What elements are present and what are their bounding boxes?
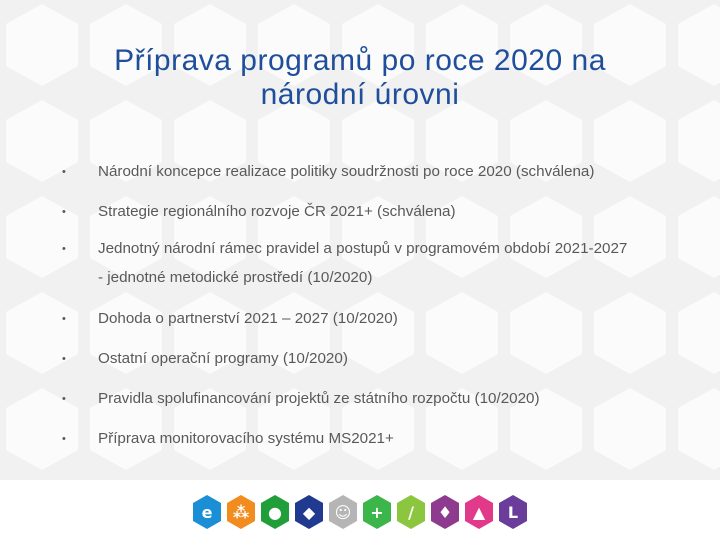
bullet-text: Příprava monitorovacího systému MS2021+ — [98, 430, 394, 447]
l-icon: L — [497, 494, 529, 530]
bullet-symbol: • — [62, 206, 66, 218]
bullet-text: Jednotný národní rámec pravidel a postupů v programovém období 2021-2027 — [98, 240, 628, 257]
footer-bar — [0, 480, 720, 540]
bullet-text: Národní koncepce realizace politiky soudržnosti po roce 2020 (schválena) — [98, 163, 595, 180]
person-icon: ♦ — [429, 494, 461, 530]
bullet-text: Pravidla spolufinancování projektů ze státního rozpočtu (10/2020) — [98, 390, 540, 407]
e-icon: e — [191, 494, 223, 530]
bullet-symbol: • — [62, 166, 66, 178]
pen-icon: / — [395, 494, 427, 530]
bullet-symbol: • — [62, 353, 66, 365]
bullet-subtext: - jednotné metodické prostředí (10/2020) — [98, 269, 373, 286]
leaf-icon: ● — [259, 494, 291, 530]
people-icon: ☺ — [327, 494, 359, 530]
bullet-symbol: • — [62, 393, 66, 405]
plus-icon: + — [361, 494, 393, 530]
bullet-text: Dohoda o partnerství 2021 – 2027 (10/2020) — [98, 310, 398, 327]
ship-icon: ▲ — [463, 494, 495, 530]
bullet-symbol: • — [62, 243, 66, 255]
bullet-text: Strategie regionálního rozvoje ČR 2021+ (schválena) — [98, 203, 456, 220]
bullet-symbol: • — [62, 433, 66, 445]
shield-icon: ◆ — [293, 494, 325, 530]
bullet-symbol: • — [62, 313, 66, 325]
slide-title: Příprava programů po roce 2020 na národní úrovni — [114, 44, 606, 111]
network-icon: ⁂ — [225, 494, 257, 530]
bullet-text: Ostatní operační programy (10/2020) — [98, 350, 348, 367]
